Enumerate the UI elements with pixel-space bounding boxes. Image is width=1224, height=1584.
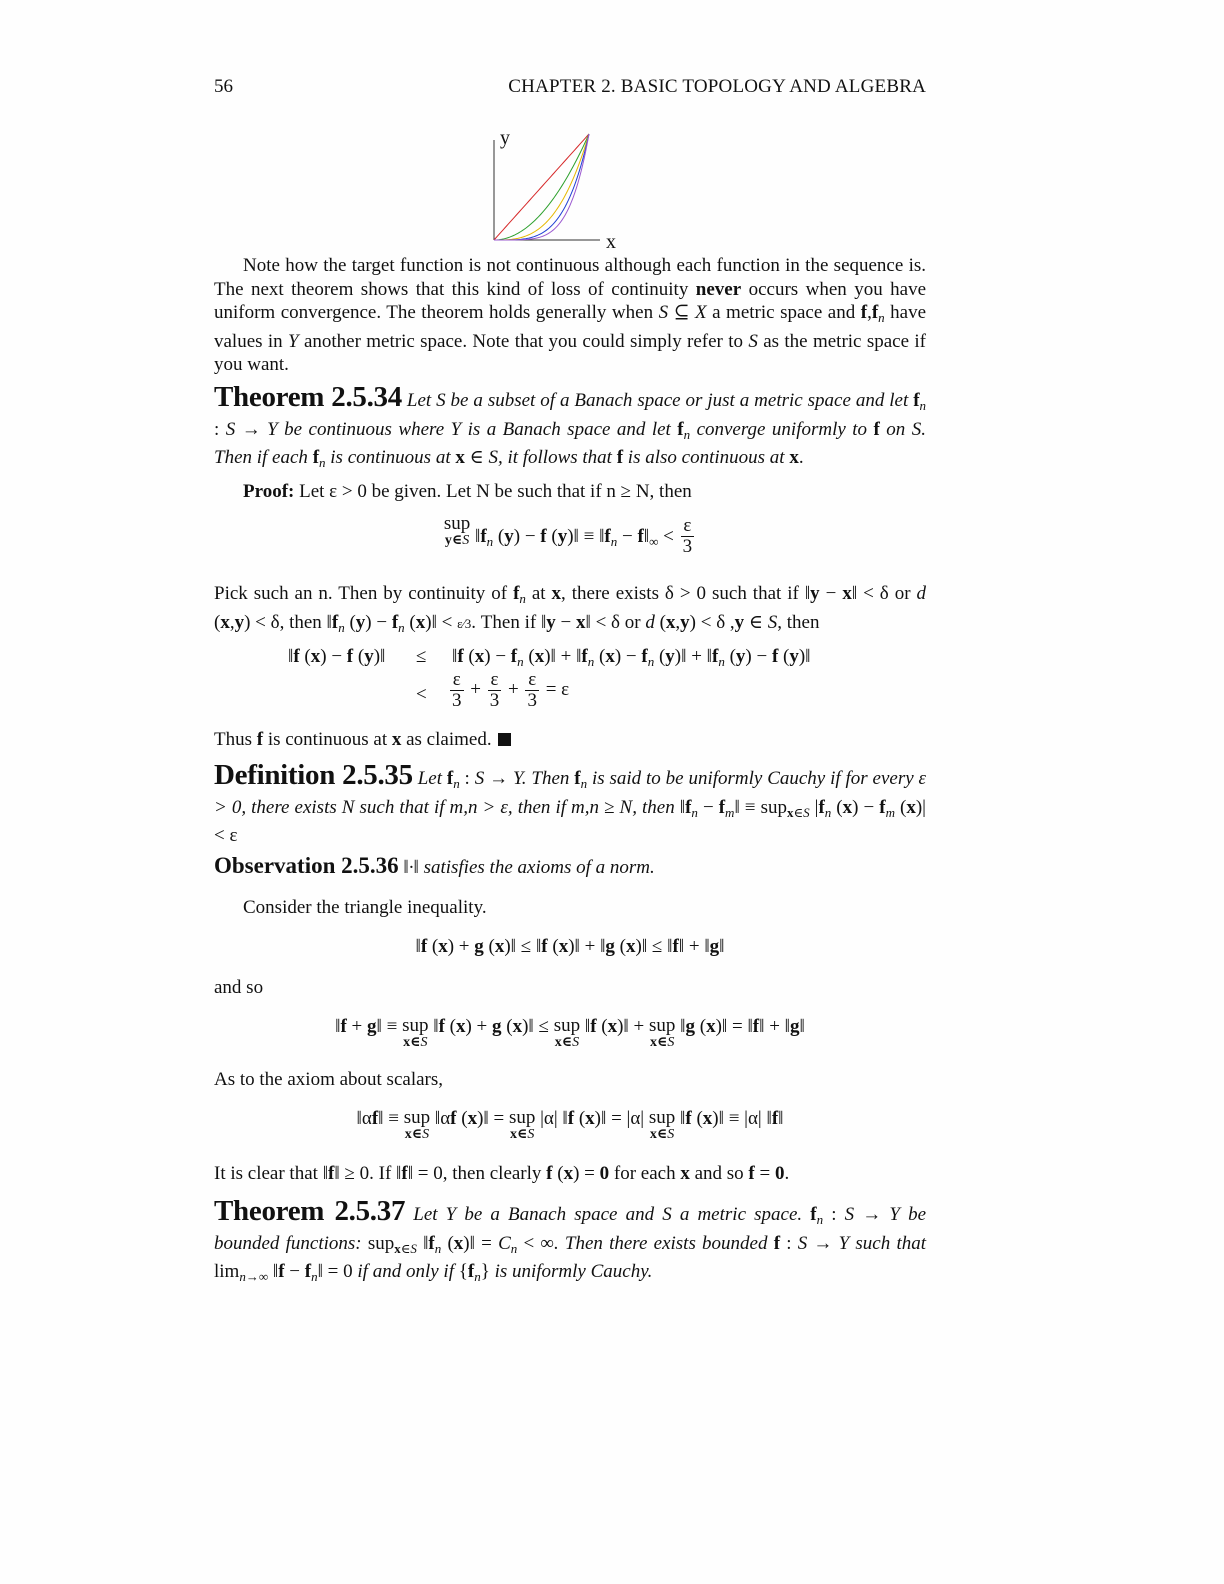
- text: and so: [214, 977, 264, 998]
- text: Note how the target function is not continuous although each function in the sequence is. The next theorem shows that this kind of loss of continuity: [214, 255, 926, 300]
- theorem-heading: Theorem 2.5.37: [214, 1195, 406, 1227]
- text: satisfies the axioms of a norm.: [418, 857, 655, 878]
- paragraph-nonnegativity: It is clear that ‖f‖ ≥ 0. If ‖f‖ = 0, then clearly f (x) = 0 for each x and so f = 0.: [214, 1163, 790, 1184]
- text: is continuous at: [325, 447, 456, 469]
- text: on S. Then if each: [214, 418, 926, 469]
- text: have values in: [214, 302, 927, 352]
- proof-intro: [214, 480, 926, 504]
- text: Consider the triangle inequality.: [243, 897, 487, 918]
- page-number: 56: [214, 76, 233, 97]
- text: , it follows that: [497, 447, 617, 469]
- display-triangle-inequality: ‖f (x) + g (x)‖ ≤ ‖f (x)‖ + ‖g (x)‖ ≤ ‖f‖ + ‖g‖: [415, 936, 725, 957]
- text: , then: [777, 611, 820, 633]
- text: . If: [369, 1163, 397, 1184]
- text: Let S be a subset of a Banach space or just a metric space and let: [406, 390, 909, 411]
- text: is said to be uniformly Cauchy if for every ε > 0, there exists N such that if m,n > ε, then if m,n ≥ N, then: [214, 768, 927, 818]
- display-scalar-axiom: ‖αf‖ ≡ sup x∈S ‖αf (x)‖ = sup x∈S |α| ‖f (x)‖ = |α| sup x∈S ‖f (x)‖ ≡ |α| ‖f‖: [356, 1107, 784, 1142]
- text: . Then there exists bounded: [553, 1232, 774, 1254]
- text: converge uniformly to: [690, 418, 874, 440]
- text: is uniformly Cauchy.: [489, 1261, 653, 1283]
- text: Thus: [214, 729, 257, 750]
- x-axis-label: x: [606, 231, 616, 253]
- running-header: [214, 76, 926, 102]
- text: for each: [609, 1163, 681, 1184]
- paragraph-triangle-intro: [214, 896, 926, 920]
- bold-never: never: [695, 278, 742, 300]
- paragraph-pick: Pick such an n. Then by continuity of $f_n$ at x, there exists δ > 0 such that if ‖y − x‖ < δ or d (x,y) < δ, then $‖f_n$ $(y) - f_n$ (x)‖ < ε⁄3. Then if ‖y − x‖ < δ or d (x,y) < δ ,y ∈ S, then: [214, 583, 927, 635]
- text: be continuous where Y is a Banach space and let: [277, 418, 678, 440]
- theorem-2-5-34: Theorem 2.5.34 Let S be a subset of a Banach space or just a metric space and let $f_n$ : S → Y be continuous where Y is a Banach space and let $f_n$ converge uniformly to f on S. Then if each $f_n$ is continuous at x ∈ S, it follows that f is also continuous at x.: [214, 381, 927, 471]
- text: another metric space. Note that you could simply refer to: [298, 330, 749, 352]
- text: or: [620, 611, 646, 633]
- definition-2-5-35: Definition 2.5.35 Let $f_n$ : S → Y. Then $f_n$ is said to be uniformly Cauchy if for every ε > 0, there exists N such that if m,n > ε, then if m,n ≥ N, then $‖f_n$ − $f_m‖ \equiv sup_{x\in S}$ $|f_n$ $(x) - f_m$ (x)| < ε: [214, 759, 927, 847]
- text: Pick such an n. Then by continuity of: [214, 583, 514, 604]
- text: , then clearly: [442, 1163, 547, 1184]
- function-sequence-figure: [484, 124, 644, 256]
- observation-2-5-36: Observation 2.5.36 ‖·‖ satisfies the axioms of a norm.: [214, 853, 655, 878]
- theorem-2-5-37: Theorem 2.5.37 Let Y be a Banach space and S a metric space. $f_n$ : S → Y be bounded functions: sup$_{x\in S}$ $‖f_n$ (x)‖ = $C_n$ < ∞. Then there exists bounded f : S → Y such that $\lim_{n\to\infty}$ ‖f − $f_n‖ = 0$ if and only if $\{f_n\}$ is uniformly Cauchy.: [214, 1195, 927, 1285]
- text: . Then: [521, 768, 575, 789]
- text: , then: [279, 611, 327, 633]
- curve-power-1: [494, 134, 589, 240]
- display-sup-norm: sup y∈S $‖f_n$ (y) − f (y)‖ ≡ $‖f_n$ − $f‖_\infty$ < $\frac{\varepsilon}{3}$: [443, 513, 693, 557]
- paragraph-scalars: [214, 1068, 926, 1092]
- definition-heading: Definition 2.5.35: [214, 759, 413, 791]
- text: or: [888, 583, 917, 604]
- text: Let Y be a Banach space and S a metric space.: [413, 1204, 811, 1225]
- text: is also continuous at: [623, 447, 790, 469]
- text: a metric space and: [706, 302, 861, 324]
- y-axis-label: y: [500, 127, 510, 149]
- qed-symbol: [498, 733, 511, 746]
- text: occurs when you have uniform convergence. The theorem holds generally when: [214, 278, 926, 324]
- observation-heading: Observation 2.5.36: [214, 853, 399, 878]
- text: Let: [417, 768, 447, 789]
- text: at: [525, 583, 552, 604]
- text: is continuous at: [263, 729, 392, 750]
- theorem-heading: Theorem 2.5.34: [214, 381, 402, 413]
- paragraph-continuity-note: Note how the target function is not continuous although each function in the sequence is. The next theorem shows that this kind of loss of continuity never occurs when you have uniform convergence. The theorem holds generally when S ⊆ X a metric space and $f,f_n$ have values in Y another metric space. Note that you could simply refer to S as the metric space if you want.: [214, 255, 927, 376]
- text: and so: [689, 1163, 749, 1184]
- text: be bounded functions:: [214, 1204, 927, 1254]
- chapter-title: CHAPTER 2. BASIC TOPOLOGY AND ALGEBRA: [508, 76, 926, 97]
- paragraph-and-so: [214, 976, 926, 1000]
- display-norm-sum: ‖f + g‖ ≡ sup x∈S ‖f (x) + g (x)‖ ≤ sup x∈S ‖f (x)‖ + sup x∈S ‖g (x)‖ = ‖f‖ + ‖g‖: [335, 1015, 805, 1050]
- text: Let ε > 0 be given. Let N be such that if n ≥ N, then: [294, 481, 692, 502]
- text: if and only if: [352, 1261, 459, 1283]
- text: , there exists δ > 0 such that if: [561, 583, 805, 604]
- text: as the metric space if you want.: [214, 330, 926, 376]
- text: . Then if: [471, 611, 541, 633]
- paragraph-thus: Thus f is continuous at x as claimed.: [214, 728, 926, 752]
- curves-group: [494, 134, 589, 240]
- text: as claimed.: [401, 729, 492, 750]
- text: such that: [849, 1232, 926, 1254]
- proof-label: Proof:: [243, 481, 295, 502]
- text: It is clear that: [214, 1163, 323, 1184]
- text: As to the axiom about scalars,: [214, 1069, 444, 1090]
